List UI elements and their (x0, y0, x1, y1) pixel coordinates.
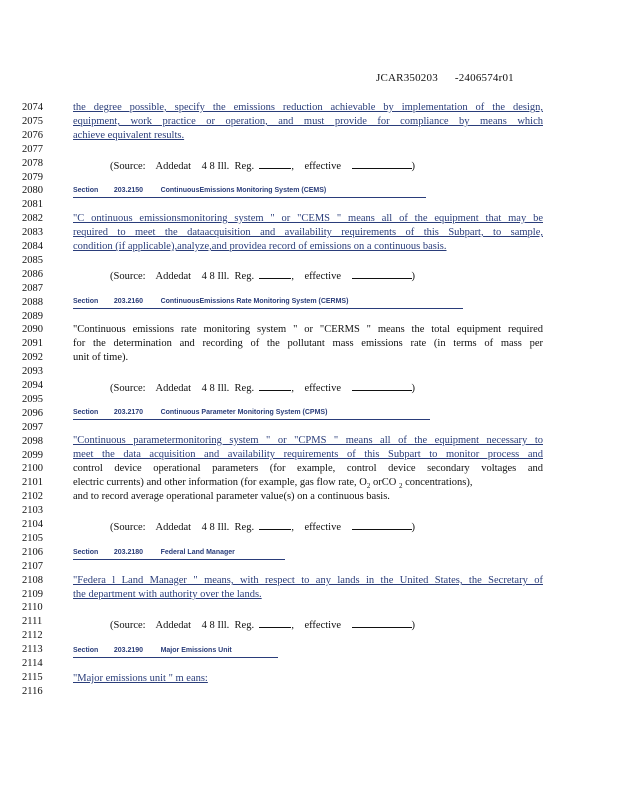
line-number: 2086 (22, 268, 43, 280)
line-number: 2080 (22, 185, 43, 197)
source-note-1: (Source: Addedat 4 8 Ill. Reg. , effective ) (110, 158, 415, 173)
line-number: 2081 (22, 199, 43, 211)
line-number: 2104 (22, 519, 43, 530)
line-number: 2094 (22, 380, 43, 391)
line-number: 2102 (22, 491, 43, 503)
para-3-line-3: control device operational parameters (for example, control device secondary voltages and (73, 463, 543, 474)
line-number: 2074 (22, 102, 43, 113)
line-number: 2107 (22, 560, 43, 572)
line-number: 2076 (22, 129, 43, 141)
line-number: 2095 (22, 393, 43, 405)
line-number: 2103 (22, 505, 43, 517)
source-note-3: (Source: Addedat 4 8 Ill. Reg. , effective ) (110, 380, 415, 395)
line-number: 2087 (22, 282, 43, 294)
line-number: 2075 (22, 115, 43, 127)
line-number: 2082 (22, 213, 43, 225)
para-0-line-3: achieve equivalent results. (73, 130, 185, 141)
para-2-line-3: unit of time). (73, 352, 129, 363)
para-1-line-2: required to meet the dataacquisition and availability requirements of this Subpart, to sample, (73, 227, 543, 238)
para-2-line-1: "Continuous emissions rate monitoring system " or "CERMS " means the total equipment required (73, 324, 543, 335)
line-number: 2079 (22, 171, 43, 183)
line-number: 2088 (22, 296, 43, 308)
line-number: 2111 (22, 616, 43, 628)
doc-revision: -2406574r01 (454, 72, 514, 84)
line-number: 2091 (22, 338, 43, 350)
para-3-line-4: electric currents) and other information (for example, gas flow rate, $O_2$ orCO $_2$ concentrations), (73, 477, 473, 491)
section-heading-203-2150: Section 203.2150 ContinuousEmissions Monitoring System (CEMS) (73, 185, 426, 198)
line-number: 2089 (22, 310, 43, 322)
line-number: 2096 (22, 407, 43, 419)
section-heading-203-2180: Section 203.2180 Federal Land Manager (73, 547, 285, 560)
para-1-line-3: condition (if applicable),analyze,and providea record of emissions on a continuous basis. (73, 241, 447, 252)
para-0-line-2: equipment, work practice or operation, and must provide for compliance by means which (73, 116, 543, 127)
line-number: 2099 (22, 449, 43, 461)
page-header (376, 72, 514, 84)
para-5-line-1: "Major emissions unit " m eans: (73, 673, 208, 684)
line-number: 2112 (22, 630, 43, 642)
line-number: 2098 (22, 435, 43, 447)
line-number: 2097 (22, 421, 43, 433)
para-4-line-1: "Federa l Land Manager " means, with respect to any lands in the United States, the Secretary of (73, 575, 543, 586)
line-number: 2084 (22, 241, 43, 252)
source-note-4: (Source: Addedat 4 8 Ill. Reg. , effective ) (110, 519, 415, 534)
para-1-line-1: "C ontinuous emissionsmonitoring system " or "CEMS " means all of the equipment that may be (73, 213, 543, 224)
line-number: 2108 (22, 574, 43, 586)
line-number: 2101 (22, 477, 43, 489)
line-number: 2114 (22, 658, 43, 669)
line-number: 2078 (22, 157, 43, 169)
line-number: 2085 (22, 254, 43, 266)
source-note-5: (Source: Addedat 4 8 Ill. Reg. , effective ) (110, 617, 415, 632)
line-number: 2109 (22, 588, 43, 600)
line-number: 2113 (22, 644, 43, 656)
doc-id: JCAR350203 (376, 72, 438, 84)
line-number: 2110 (22, 602, 43, 614)
line-number: 2100 (22, 463, 43, 475)
para-4-line-2: the department with authority over the lands. (73, 589, 262, 600)
source-note-2: (Source: Addedat 4 8 Ill. Reg. , effective ) (110, 268, 415, 283)
line-number: 2090 (22, 324, 43, 336)
section-heading-203-2170: Section 203.2170 Continuous Parameter Monitoring System (CPMS) (73, 407, 430, 420)
para-2-line-2: for the determination and recording of the pollutant mass emissions rate (in terms of mass per (73, 338, 543, 349)
line-number: 2083 (22, 227, 43, 239)
line-number: 2092 (22, 352, 43, 364)
line-number: 2093 (22, 366, 43, 378)
section-heading-203-2160: Section 203.2160 ContinuousEmissions Rate Monitoring System (CERMS) (73, 296, 463, 309)
para-3-line-1: "Continuous parametermonitoring system " or "CPMS " means all of the equipment necessary to (73, 435, 543, 446)
line-number: 2105 (22, 532, 43, 544)
para-3-line-2: meet the data acquisition and availability requirements of this Subpart to monitor process and (73, 449, 543, 460)
para-0-line-1: the degree possible, specify the emissions reduction achievable by implementation of the design, (73, 102, 543, 113)
section-heading-203-2190: Section 203.2190 Major Emissions Unit (73, 645, 278, 658)
line-number: 2116 (22, 685, 43, 697)
line-number: 2115 (22, 671, 43, 683)
para-3-line-5: and to record average operational parameter value(s) on a continuous basis. (73, 491, 390, 502)
line-number: 2077 (22, 143, 43, 155)
line-number: 2106 (22, 546, 43, 558)
